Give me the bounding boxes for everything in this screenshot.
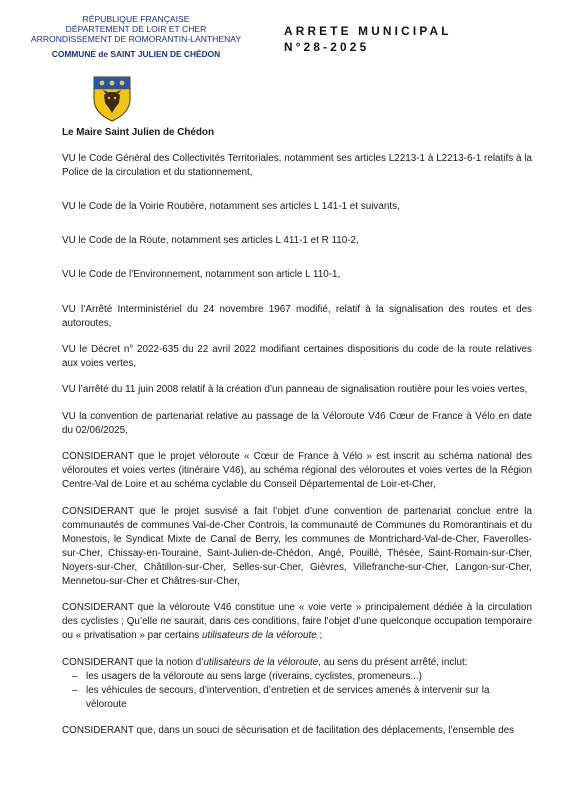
coat-of-arms-icon — [87, 73, 137, 123]
list-item: – les usagers de la véloroute au sens large (riverains, cyclistes, promeneurs...) — [86, 670, 532, 684]
republic-line: RÉPUBLIQUE FRANÇAISE — [82, 14, 190, 24]
decree-body — [62, 126, 532, 738]
vu-paragraph: VU l’Arrêté Interministériel du 24 novembre 1967 modifié, relatif à la signalisation des routes et des autoroutes, — [62, 304, 532, 329]
considerant-paragraph: CONSIDERANT que la notion d’utilisateurs de la véloroute, au sens du présent arrêté, inclut: — [62, 657, 468, 668]
decree-title: ARRETE MUNICIPAL — [284, 24, 452, 38]
list-item: – les véhicules de secours, d’intervention, d’entretien et de services amenés à intervenir sur la véloroute — [86, 684, 532, 712]
vu-paragraph: VU le Code de la Route, notamment ses articles L 411-1 et R 110-2, — [62, 235, 359, 246]
mayor-heading: Le Maire Saint Julien de Chédon — [62, 127, 214, 138]
arrondissement-line: ARRONDISSEMENT DE ROMORANTIN-LANTHENAY — [30, 34, 242, 44]
users-list — [62, 670, 532, 712]
department-line: DÉPARTEMENT DE LOIR ET CHER — [65, 24, 207, 34]
vu-paragraph: VU le Code de la Voirie Routière, notamment ses articles L 141-1 et suivants, — [62, 201, 400, 212]
decree-number: N°28-2025 — [284, 40, 370, 54]
issuer-header — [30, 14, 242, 59]
vu-paragraph: VU le Code de l’Environnement, notamment son article L 110-1, — [62, 269, 341, 280]
vu-paragraph: VU le Décret n° 2022-635 du 22 avril 2022 modifiant certaines dispositions du code de la route relatives aux voies vertes, — [62, 344, 532, 369]
vu-paragraph: VU le Code Général des Collectivités Territoriales, notamment ses articles L2213-1 à L2213-6-1 relatifs à la Police de la circulation et du stationnement, — [62, 153, 532, 178]
commune-line: COMMUNE de SAINT JULIEN DE CHÉDON — [51, 49, 221, 59]
considerant-paragraph: CONSIDERANT que le projet véloroute « Cœur de France à Vélo » est inscrit au schéma national des véloroutes et voies vertes (itinéraire V46), au schéma régional des véloroutes et voies vertes de la Région Centre-Val de Loire et au schéma cyclable du Conseil Départemental de Loir-et-Cher, — [62, 451, 532, 490]
vu-paragraph: VU l’arrêté du 11 juin 2008 relatif à la création d’un panneau de signalisation routière pour les voies vertes, — [62, 384, 528, 395]
vu-paragraph: VU la convention de partenariat relative au passage de la Véloroute V46 Cœur de France à Vélo en date du 02/06/2025, — [62, 411, 532, 436]
considerant-paragraph: CONSIDERANT que, dans un souci de sécurisation et de facilitation des déplacements, l’ensemble des — [62, 725, 515, 736]
considerant-paragraph: CONSIDERANT que le projet susvisé a fait l’objet d’une convention de partenariat conclue entre la communautés de communes Val-de-Cher Controis, la communauté de Communes du Romorantinais et du Monestois, le Syndicat Mixte de Canal de Berry, les communes de Montrichard-Val-de-Cher, Faverolles-sur-Cher, Chissay-en-Touraine, Saint-Julien-de-Chédon, Angé, Pouillé, Thésée, Saint-Romain-sur-Cher, Noyers-sur-Cher, Châtillon-sur-Cher, Selles-sur-Cher, Gièvres, Villefranche-sur-Cher, Langon-sur-Cher, Mennetou-sur-Cher et Châtres-sur-Cher, — [62, 506, 532, 587]
decree-title-block — [284, 23, 452, 55]
considerant-paragraph: CONSIDERANT que la véloroute V46 constitue une « voie verte » principalement dédiée à la circulation des cyclistes ; Qu’elle ne saurait, dans ces conditions, faire l’objet d’une quelconque occupation temporaire ou « privatisation » par certains utilisateurs de la véloroute ; — [62, 602, 532, 641]
